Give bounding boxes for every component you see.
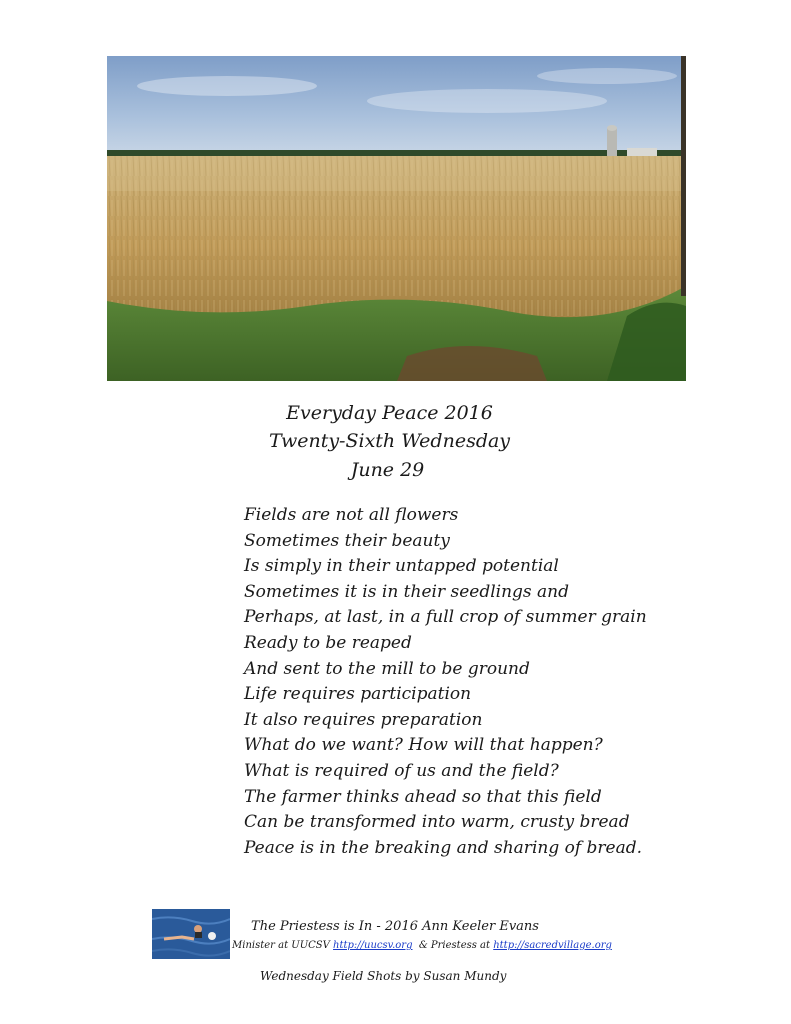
minister-label: Minister at UUCSV xyxy=(232,940,334,951)
sacredvillage-link[interactable]: http://sacredvillage.org xyxy=(493,940,612,951)
footer-affiliations xyxy=(232,938,652,954)
poem-line: And sent to the mill to be ground xyxy=(244,658,530,679)
swimmers-image xyxy=(152,909,230,959)
poem-line: Perhaps, at last, in a full crop of summer grain xyxy=(244,607,647,628)
poem-line: Can be transformed into warm, crusty bread xyxy=(244,812,630,833)
page-title: Everyday Peace 2016 xyxy=(286,402,493,424)
photo-credit: Wednesday Field Shots by Susan Mundy xyxy=(260,969,507,983)
priestess-label: & Priestess at xyxy=(412,940,494,951)
author-swimming-photo xyxy=(152,909,230,959)
poem-line: Sometimes it is in their seedlings and xyxy=(244,581,570,602)
poem-line: Ready to be reaped xyxy=(244,632,412,653)
poem-line: Is simply in their untapped potential xyxy=(244,556,559,577)
page-date: June 29 xyxy=(350,459,425,481)
poem-line: Life requires participation xyxy=(244,684,472,705)
poem xyxy=(244,503,684,861)
wheat-field-photo xyxy=(107,56,686,381)
wheat-field-image xyxy=(107,56,686,381)
poem-line: Peace is in the breaking and sharing of bread. xyxy=(244,837,643,858)
footer-title: The Priestess is In - 2016 Ann Keeler Evans xyxy=(251,919,539,934)
poem-line: What do we want? How will that happen? xyxy=(244,735,603,756)
poem-line: Fields are not all flowers xyxy=(244,505,459,525)
poem-line: It also requires preparation xyxy=(244,709,483,730)
poem-line: Sometimes their beauty xyxy=(244,530,450,551)
poem-line: What is required of us and the field? xyxy=(244,760,559,781)
page-subtitle: Twenty-Sixth Wednesday xyxy=(268,430,511,452)
uucsv-link[interactable]: http://uucsv.org xyxy=(333,940,413,951)
poem-line: The farmer thinks ahead so that this field xyxy=(244,786,602,807)
